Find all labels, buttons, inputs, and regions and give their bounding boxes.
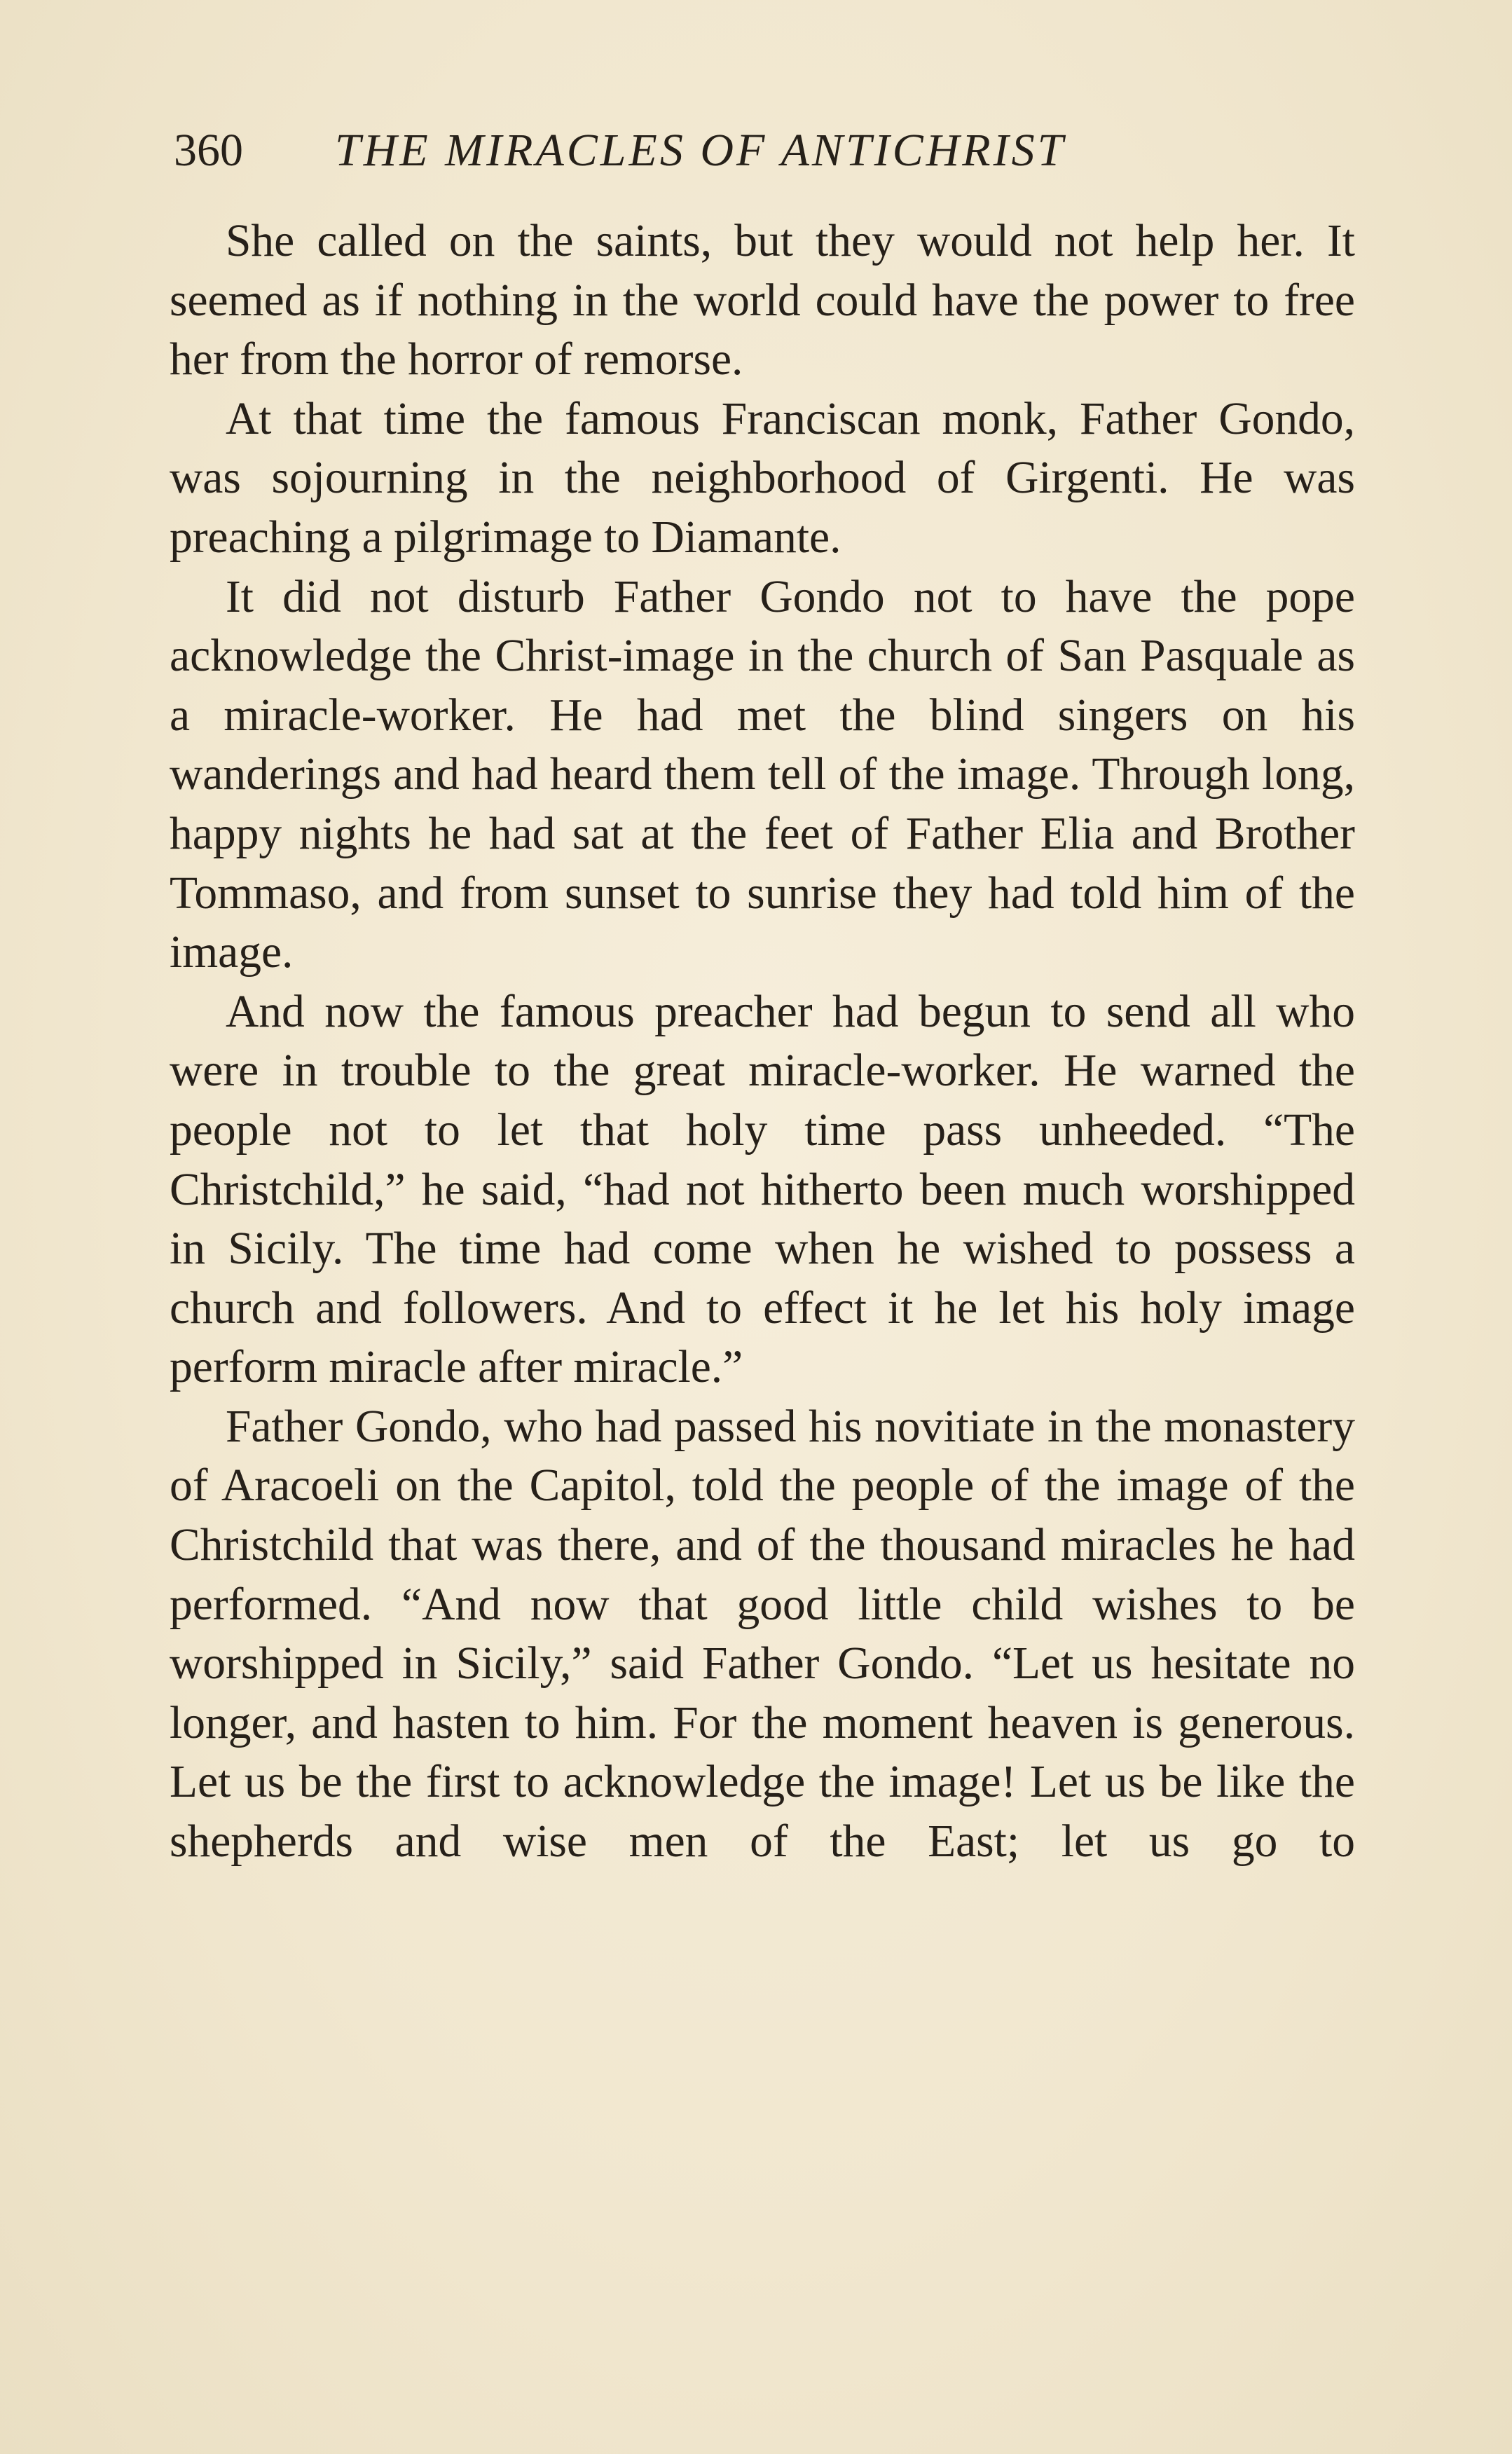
paragraph-1: She called on the saints, but they would not help her. It seemed as if nothing in the world could have the power to free her from the horror of remorse. <box>170 216 1355 385</box>
body-text <box>170 212 1355 1872</box>
running-title: THE MIRACLES OF ANTICHRIST <box>335 125 1066 176</box>
paragraph-3: It did not disturb Father Gondo not to have the pope acknowledge the Christ-image in the church of San Pasquale as a miracle-worker. He had met the blind singers on his wanderings and had heard them tell of the image. Through long, happy nights he had sat at the feet of Father Elia and Brother Tommaso, and from sunset to sunrise they had told him of the image. <box>170 571 1355 978</box>
page-number: 360 <box>174 125 243 176</box>
page-header <box>174 112 1358 189</box>
paragraph-2: At that time the famous Franciscan monk, Father Gondo, was sojourning in the neighborhood of Girgenti. He was preaching a pilgrimage to Diamante. <box>170 393 1355 563</box>
paragraph-4: And now the famous preacher had begun to send all who were in trouble to the great miracle-worker. He warned the people not to let that holy time pass unheeded. “The Christchild,” he said, “had not hitherto been much worshipped in Sicily. The time had come when he wished to possess a church and followers. And to effect it he let his holy image perform miracle after miracle.” <box>170 986 1355 1393</box>
paragraph-5: Father Gondo, who had passed his novitiate in the monastery of Aracoeli on the Capitol, told the people of the image of the Christchild that was there, and of the thousand miracles he had performed. “And now that good little child wishes to be worshipped in Sicily,” said Father Gondo. “Let us hesitate no longer, and hasten to him. For the moment heaven is generous. Let us be the first to acknowledge the image! Let us be like the shepherds and wise men of the East; let us go to <box>170 1401 1355 1867</box>
